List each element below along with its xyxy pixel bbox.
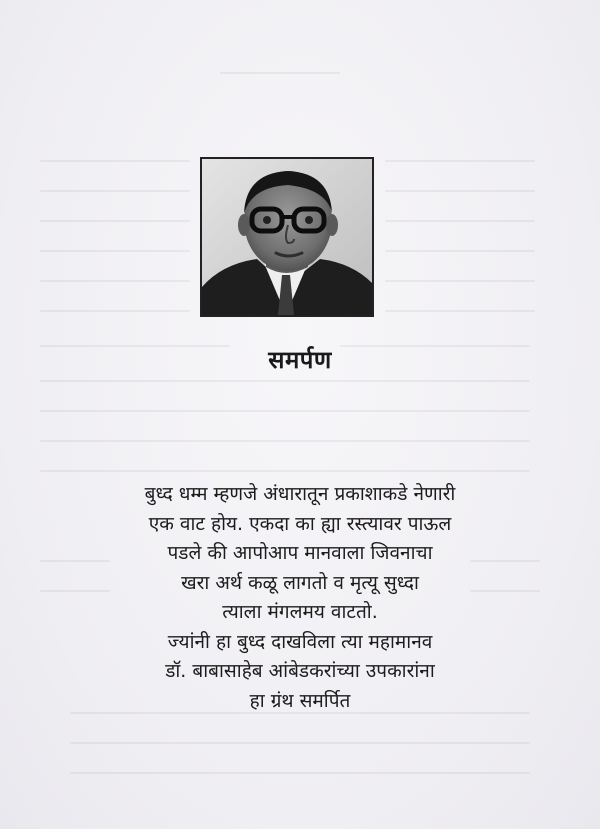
- bleed-through-line: [40, 220, 190, 222]
- bleed-through-line: [70, 742, 530, 744]
- portrait-illustration: [202, 159, 372, 315]
- dedication-line: त्याला मंगलमय वाटतो.: [222, 601, 378, 623]
- page-title: समर्पण: [268, 346, 332, 374]
- dedication-line: डॉ. बाबासाहेब आंबेडकरांच्या उपकारांना: [165, 660, 435, 682]
- bleed-through-line: [385, 190, 535, 192]
- dedication-line: बुध्द धम्म म्हणजे अंधारातून प्रकाशाकडे नेणारी: [144, 483, 456, 505]
- bleed-through-line: [40, 160, 190, 162]
- dedication-line: खरा अर्थ कळू लागतो व मृत्यू सुध्दा: [181, 571, 419, 594]
- bleed-through-line: [220, 72, 340, 74]
- dedication-line: ज्यांनी हा बुध्द दाखविला त्या महामानव: [167, 630, 433, 653]
- bleed-through-line: [40, 310, 190, 312]
- bleed-through-line: [40, 410, 530, 412]
- bleed-through-line: [385, 160, 535, 162]
- bleed-through-line: [40, 250, 190, 252]
- bleed-through-line: [385, 280, 535, 282]
- dedication-text: [0, 480, 600, 716]
- dedication-line: एक वाट होय. एकदा का ह्या रस्त्यावर पाऊल: [148, 512, 452, 535]
- bleed-through-line: [40, 380, 530, 382]
- portrait-photo: [200, 157, 374, 317]
- dedication-line: हा ग्रंथ समर्पित: [249, 689, 351, 712]
- dedication-line: पडले की आपोआप मानवाला जिवनाचा: [167, 542, 433, 564]
- bleed-through-line: [385, 310, 535, 312]
- bleed-through-line: [40, 280, 190, 282]
- bleed-through-line: [40, 190, 190, 192]
- bleed-through-line: [385, 250, 535, 252]
- bleed-through-line: [40, 470, 530, 472]
- bleed-through-line: [70, 772, 530, 774]
- bleed-through-line: [385, 220, 535, 222]
- bleed-through-line: [40, 440, 530, 442]
